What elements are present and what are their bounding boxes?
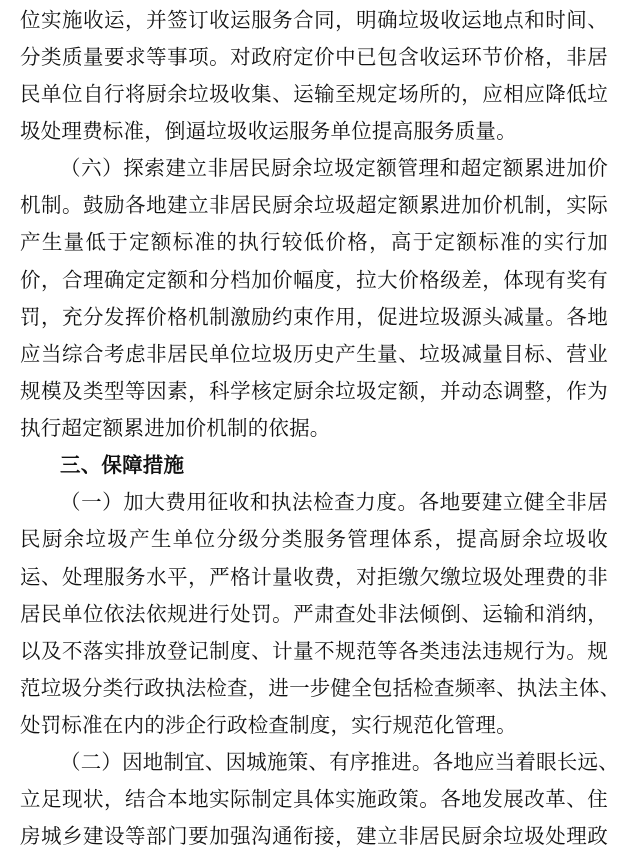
text-line: 圾处理费标准，倒逼垃圾收运服务单位提高服务质量。 [20, 119, 517, 143]
section-six-heading-line: （六）探索建立非居民厨余垃圾定额管理和超定额累进加价 [60, 156, 608, 180]
text-line: 运、处理服务水平，严格计量收费，对拒缴欠缴垃圾处理费的非 [20, 565, 608, 589]
text-line: （二）因地制宜、因城施策、有序推进。各地应当着眼长远、 [60, 750, 619, 774]
text-line: 以及不落实排放登记制度、计量不规范等各类违法违规行为。规 [20, 639, 608, 663]
text-line: 民厨余垃圾产生单位分级分类服务管理体系，提高厨余垃圾收 [20, 527, 608, 551]
text-line: 位实施收运，并签订收运服务合同，明确垃圾收运地点和时间、 [20, 8, 608, 32]
text-line: （一）加大费用征收和执法检查力度。各地要建立健全非居 [60, 490, 608, 514]
text-line: 范垃圾分类行政执法检查，进一步健全包括检查频率、执法主体、 [20, 676, 621, 700]
text-line: 罚，充分发挥价格机制激励约束作用，促进垃圾源头减量。各地 [20, 305, 608, 329]
text-line: 产生量低于定额标准的执行较低价格，高于定额标准的实行加 [20, 230, 608, 254]
text-line: 立足现状，结合本地实际制定具体实施政策。各地发展改革、住 [20, 787, 608, 811]
text-line: 机制。鼓励各地建立非居民厨余垃圾超定额累进加价机制，实际 [20, 193, 608, 217]
text-line: 规模及类型等因素，科学核定厨余垃圾定额，并动态调整，作为 [20, 379, 608, 403]
text-line: 处罚标准在内的涉企行政检查制度，实行规范化管理。 [20, 713, 517, 737]
text-line: 价，合理确定定额和分档加价幅度，拉大价格级差，体现有奖有 [20, 268, 608, 292]
text-line: 民单位自行将厨余垃圾收集、运输至规定场所的，应相应降低垃 [20, 82, 608, 106]
text-line: 执行超定额累进加价机制的依据。 [20, 416, 331, 440]
section-heading-safeguards: 三、保障措施 [60, 453, 185, 477]
text-line: 应当综合考虑非居民单位垃圾历史产生量、垃圾减量目标、营业 [20, 342, 608, 366]
text-line: 房城乡建设等部门要加强沟通衔接，建立非居民厨余垃圾处理政 [20, 824, 608, 848]
text-line: 居民单位依法依规进行处罚。严肃查处非法倾倒、运输和消纳， [20, 602, 608, 626]
text-line: 分类质量要求等事项。对政府定价中已包含收运环节价格，非居 [20, 45, 608, 69]
